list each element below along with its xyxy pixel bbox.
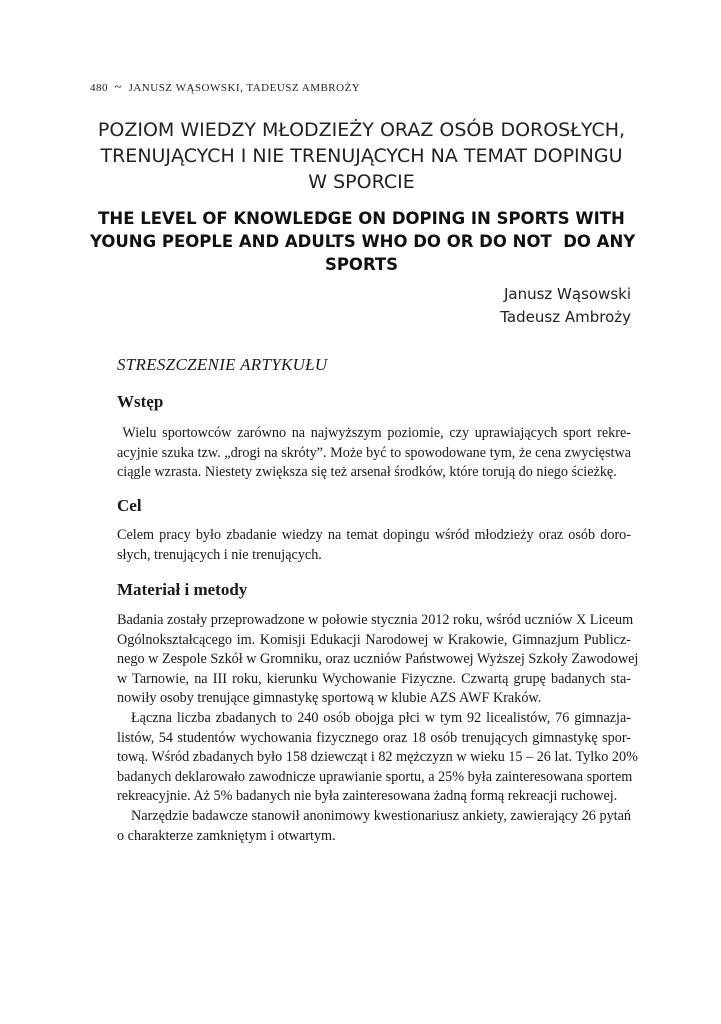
text-line: Wielu sportowców zarówno na najwyższym poziomie, czy uprawiających sport rekre- [117, 425, 631, 441]
section-body-intro [117, 424, 631, 483]
text-line: nowiły osoby trenujące gimnastykę sportową w klubie AZS AWF Kraków. [117, 690, 542, 707]
text-line: w Tarnowie, na III roku, kierunku Wychowanie Fizyczne. Czwartą grupę badanych sta- [117, 670, 631, 687]
title-pl-line: W SPORCIE [308, 171, 415, 193]
text-line: tową. Wśród zbadanych było 158 dziewcząt i 82 mężczyzn w wieku 15 – 26 lat. Tylko 20% [117, 749, 638, 766]
section-heading-aim: Cel [117, 496, 142, 515]
text-line: Celem pracy było zbadanie wiedzy na temat dopingu wśród młodzieży oraz osób doro- [117, 527, 631, 543]
section-heading-methods: Materiał i metody [117, 580, 248, 599]
title-polish [90, 117, 633, 195]
title-en-line: YOUNG PEOPLE AND ADULTS WHO DO OR DO NOT DO ANY [90, 232, 636, 251]
text-line: o charakterze zamkniętym i otwartym. [117, 827, 336, 844]
running-head [90, 80, 650, 96]
text-line: badanych deklarowało zawodnicze uprawianie sportu, a 25% była zainteresowana sportem [117, 768, 633, 785]
text-line: słych, trenujących i nie trenujących. [117, 546, 322, 563]
text-line: Badania zostały przeprowadzone w połowie stycznia 2012 roku, wśród uczniów X Liceum [117, 612, 634, 628]
title-en-line: SPORTS [324, 255, 399, 274]
section-body-aim [117, 526, 631, 565]
author-name: Tadeusz Ambroży [500, 308, 631, 326]
text-line: Ogólnokształcącego im. Komisji Edukacji Narodowej w Krakowie, Gimnazjum Publicz- [117, 631, 631, 648]
author-list [380, 283, 631, 329]
title-english [90, 207, 636, 276]
page-number: 480 [90, 82, 108, 94]
author-name: Janusz Wąsowski [503, 285, 631, 303]
title-pl-line: TRENUJĄCYCH I NIE TRENUJĄCYCH NA TEMAT DOPINGU [100, 145, 623, 167]
text-line: acyjnie szuka tzw. „drogi na skróty”. Może być to spowodowane tym, że cena zwycięstwa [117, 444, 631, 461]
text-line: Łączna liczba zbadanych to 240 osób obojga płci w tym 92 licealistów, 76 gimnazja- [131, 709, 631, 726]
section-body-methods [117, 611, 639, 846]
text-line: listów, 54 studentów wychowania fizycznego oraz 18 osób trenujących gimnastykę spor- [117, 729, 631, 746]
section-heading-intro: Wstęp [117, 392, 164, 411]
title-pl-line: POZIOM WIEDZY MŁODZIEŻY ORAZ OSÓB DOROSŁYCH, [97, 119, 626, 141]
text-line: rekreacyjnie. Aż 5% badanych nie była zainteresowana żadną formą rekreacji ruchowej. [117, 788, 618, 805]
text-line: Narzędzie badawcze stanowił anonimowy kwestionariusz ankiety, zawierający 26 pytań [131, 807, 631, 824]
ornament-icon: ~ [114, 80, 123, 95]
title-en-line: THE LEVEL OF KNOWLEDGE ON DOPING IN SPORTS WITH [98, 209, 625, 228]
abstract-heading: STRESZCZENIE ARTYKUŁU [117, 355, 328, 374]
text-line: ciągle wzrasta. Niestety zwiększa się też arsenał środków, które torują do niego ścieżkę. [117, 464, 617, 481]
running-head-authors: JANUSZ WĄSOWSKI, TADEUSZ AMBROŻY [128, 82, 361, 94]
text-line: nego w Zespole Szkół w Gromniku, oraz uczniów Państwowej Wyższej Szkoły Zawodowej [117, 651, 639, 668]
